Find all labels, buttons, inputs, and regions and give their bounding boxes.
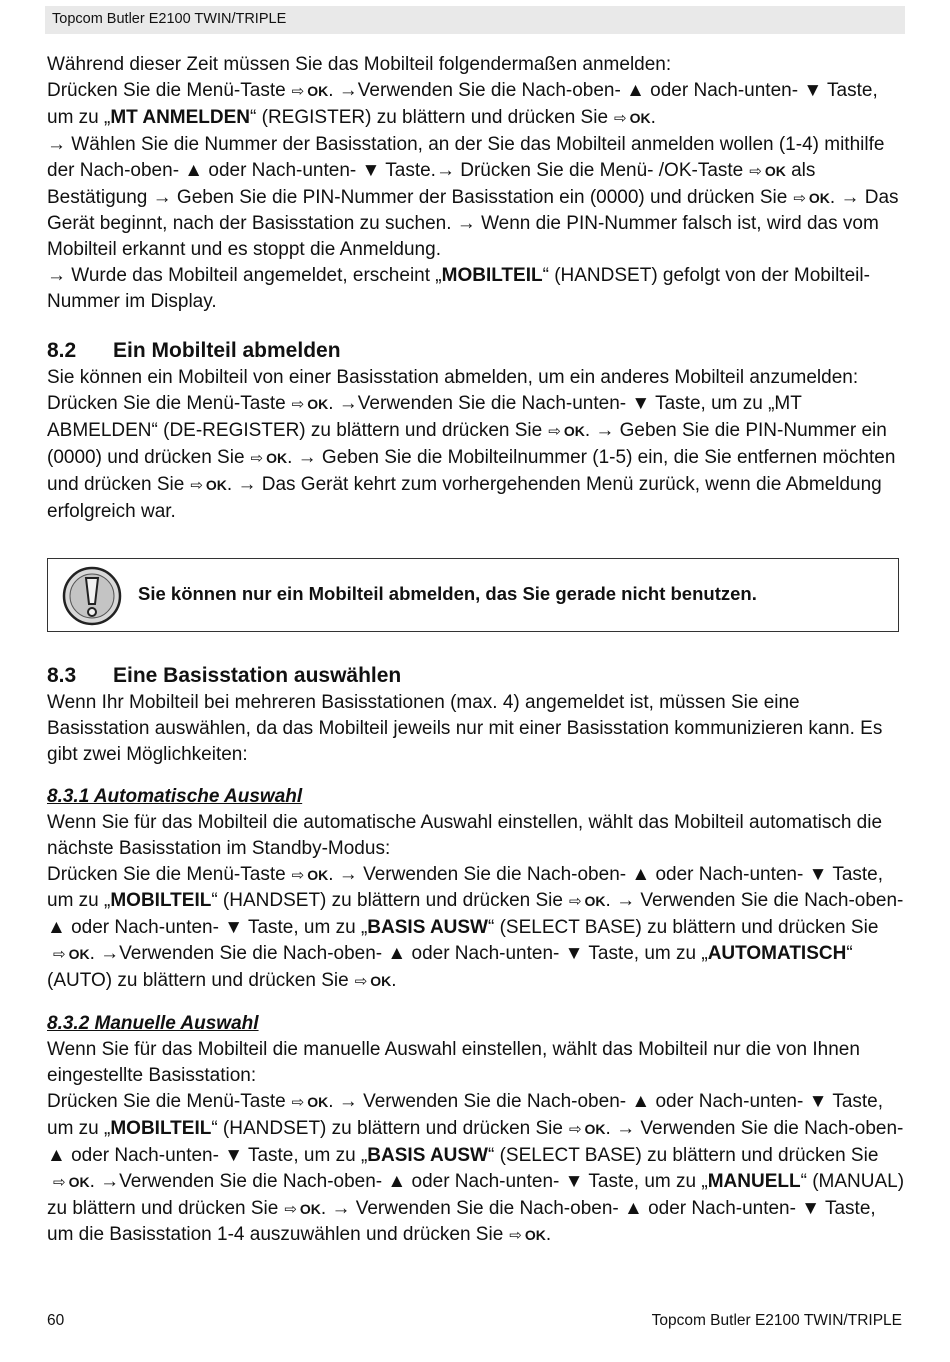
section-8-3-body: Wenn Ihr Mobilteil bei mehreren Basisstationen (max. 4) angemeldet ist, müssen Sie eine Basisstation auswählen, da das Mobilteil jeweils nur mit einer Basisstation kommunizieren kann. Es gibt zwei Möglichkeiten: <box>47 692 883 765</box>
menu-term: MOBILTEIL <box>110 1117 212 1139</box>
ok-key-icon: ⇨ OK <box>614 109 651 127</box>
section-8-3-2-body <box>47 1037 905 1249</box>
note-text: Sie können nur ein Mobilteil abmelden, das Sie gerade nicht benutzen. <box>138 583 757 604</box>
ok-key-icon: ⇨ OK <box>793 189 830 207</box>
text: . → Verwenden Sie die Nach-oben- ▲ oder Nach-unten- ▼ Taste, um zu „ <box>47 863 884 912</box>
text: “ (REGISTER) zu blättern und drücken Sie <box>250 106 609 128</box>
text: . → Geben Sie die Mobilteilnummer (1-5) ein, die Sie entfernen möchten und drücken Sie <box>47 446 896 495</box>
page-content-lower <box>47 662 905 1249</box>
menu-term: BASIS AUSW <box>367 1144 488 1166</box>
section-8-2-body <box>47 365 905 524</box>
ok-key-icon: ⇨ OK <box>568 893 606 911</box>
text: . →Verwenden Sie die Nach-oben- ▲ oder Nach-unten- ▼ Taste, um zu „ <box>89 1170 708 1192</box>
ok-key-icon: ⇨ OK <box>354 973 392 991</box>
ok-key-icon: ⇨ OK <box>749 162 786 180</box>
page-content <box>47 52 905 525</box>
menu-term: AUTOMATISCH <box>707 943 847 965</box>
text: “ (SELECT BASE) zu blättern und drücken Sie <box>488 1144 879 1166</box>
subsection-heading-8-3-1: 8.3.1 Automatische Auswahl <box>47 785 303 807</box>
text: → Wurde das Mobilteil angemeldet, erscheint „ <box>47 265 442 287</box>
text: . → Das Gerät beginnt, nach der Basisstation zu suchen. → Wenn die PIN-Nummer falsch ist, wird das vom Mobilteil erkannt und es stoppt die Anmeldung. <box>47 186 899 261</box>
intro-paragraph <box>47 52 905 315</box>
text: als Bestätigung → Geben Sie die PIN-Nummer der Basisstation ein (0000) und drücken Sie <box>47 159 816 208</box>
text: Drücken Sie die Menü-Taste <box>47 392 286 414</box>
text: Drücken Sie die Menü-Taste <box>47 863 286 885</box>
ok-key-icon: ⇨ OK <box>291 82 329 100</box>
ok-key-icon: ⇨ OK <box>291 1093 329 1111</box>
menu-term: MT ANMELDEN <box>110 106 251 128</box>
page-number: 60 <box>47 1312 65 1329</box>
ok-key-icon: ⇨ OK <box>53 1173 90 1191</box>
ok-key-icon: ⇨ OK <box>568 1120 606 1138</box>
menu-term: MOBILTEIL <box>110 890 212 912</box>
section-8-3-1-body <box>47 810 905 995</box>
ok-key-icon: ⇨ OK <box>291 395 329 413</box>
text: . → Verwenden Sie die Nach-oben- ▲ oder Nach-unten- ▼ Taste, um die Basisstation 1-4 auszuwählen und drücken Sie <box>47 1197 876 1246</box>
text: . →Verwenden Sie die Nach-unten- ▼ Taste, um zu „MT ABMELDEN“ (DE-REGISTER) zu blättern und drücken Sie <box>47 392 802 441</box>
text: . → Das Gerät kehrt zum vorhergehenden Menü zurück, wenn die Abmeldung erfolgreich war. <box>47 473 882 522</box>
text: Wenn Sie für das Mobilteil die manuelle Auswahl einstellen, wählt das Mobilteil nur die von Ihnen eingestellte Basisstation: <box>47 1039 860 1086</box>
text: Wenn Sie für das Mobilteil die automatische Auswahl einstellen, wählt das Mobilteil automatisch die nächste Basisstation im Standby-Modus: <box>47 811 883 859</box>
exclamation-warning-icon <box>62 566 122 626</box>
ok-key-icon: ⇨ OK <box>509 1227 546 1245</box>
text: “ (SELECT BASE) zu blättern und drücken Sie <box>488 917 879 939</box>
menu-term: MOBILTEIL <box>441 265 543 287</box>
text: “ (HANDSET) zu blättern und drücken Sie <box>211 1117 563 1139</box>
header-title: Topcom Butler E2100 TWIN/TRIPLE <box>52 11 287 27</box>
text: Drücken Sie die Menü-Taste <box>47 1090 286 1112</box>
ok-key-icon: ⇨ OK <box>291 866 329 884</box>
menu-term: BASIS AUSW <box>367 917 488 939</box>
footer-title: Topcom Butler E2100 TWIN/TRIPLE <box>651 1312 902 1329</box>
text: “ (HANDSET) zu blättern und drücken Sie <box>211 890 563 912</box>
ok-key-icon: ⇨ OK <box>548 422 585 440</box>
intro-line: Während dieser Zeit müssen Sie das Mobilteil folgendermaßen anmelden: <box>47 54 672 75</box>
ok-key-icon: ⇨ OK <box>53 946 90 964</box>
text: . →Verwenden Sie die Nach-oben- ▲ oder Nach-unten- ▼ Taste, um zu „ <box>89 943 708 965</box>
text: . → Verwenden Sie die Nach-oben- ▲ oder Nach-unten- ▼ Taste, um zu „ <box>47 1090 884 1139</box>
text: . → Geben Sie die PIN-Nummer ein (0000) und drücken Sie <box>47 419 887 468</box>
text: Drücken Sie die Menü-Taste <box>47 79 286 101</box>
text: . <box>391 970 397 992</box>
subsection-heading-8-3-2: 8.3.2 Manuelle Auswahl <box>47 1013 259 1035</box>
text: . <box>545 1224 552 1246</box>
ok-key-icon: ⇨ OK <box>284 1200 321 1218</box>
note-box <box>47 558 899 632</box>
ok-key-icon: ⇨ OK <box>190 476 227 494</box>
text: “ (MANUAL) zu blättern und drücken Sie <box>47 1170 905 1219</box>
text: . <box>650 106 656 128</box>
menu-term: MANUELL <box>707 1170 801 1192</box>
ok-key-icon: ⇨ OK <box>250 449 288 467</box>
text: . → Verwenden Sie die Nach-oben- ▲ oder Nach-unten- ▼ Taste, um zu „ <box>47 890 904 939</box>
page-header <box>45 6 905 34</box>
section-heading-8-3: 8.3 Eine Basisstation auswählen <box>47 664 402 687</box>
section-heading-8-2: 8.2 Ein Mobilteil abmelden <box>47 339 341 363</box>
text: → Wählen Sie die Nummer der Basisstation, an der Sie das Mobilteil anmelden wollen (1-4) mithilfe der Nach-oben- ▲ oder Nach-unten- ▼ Taste.→ Drücken Sie die Menü- /OK-Taste <box>47 133 885 181</box>
text: “ (AUTO) zu blättern und drücken Sie <box>47 943 853 992</box>
text: . →Verwenden Sie die Nach-oben- ▲ oder Nach-unten- ▼ Taste, um zu „ <box>47 79 878 128</box>
text: Sie können ein Mobilteil von einer Basisstation abmelden, um ein anderes Mobilteil anzumelden: <box>47 367 859 389</box>
text: “ (HANDSET) gefolgt von der Mobilteil-Nummer im Display. <box>47 265 870 313</box>
text: . → Verwenden Sie die Nach-oben- ▲ oder Nach-unten- ▼ Taste, um zu „ <box>47 1117 904 1166</box>
